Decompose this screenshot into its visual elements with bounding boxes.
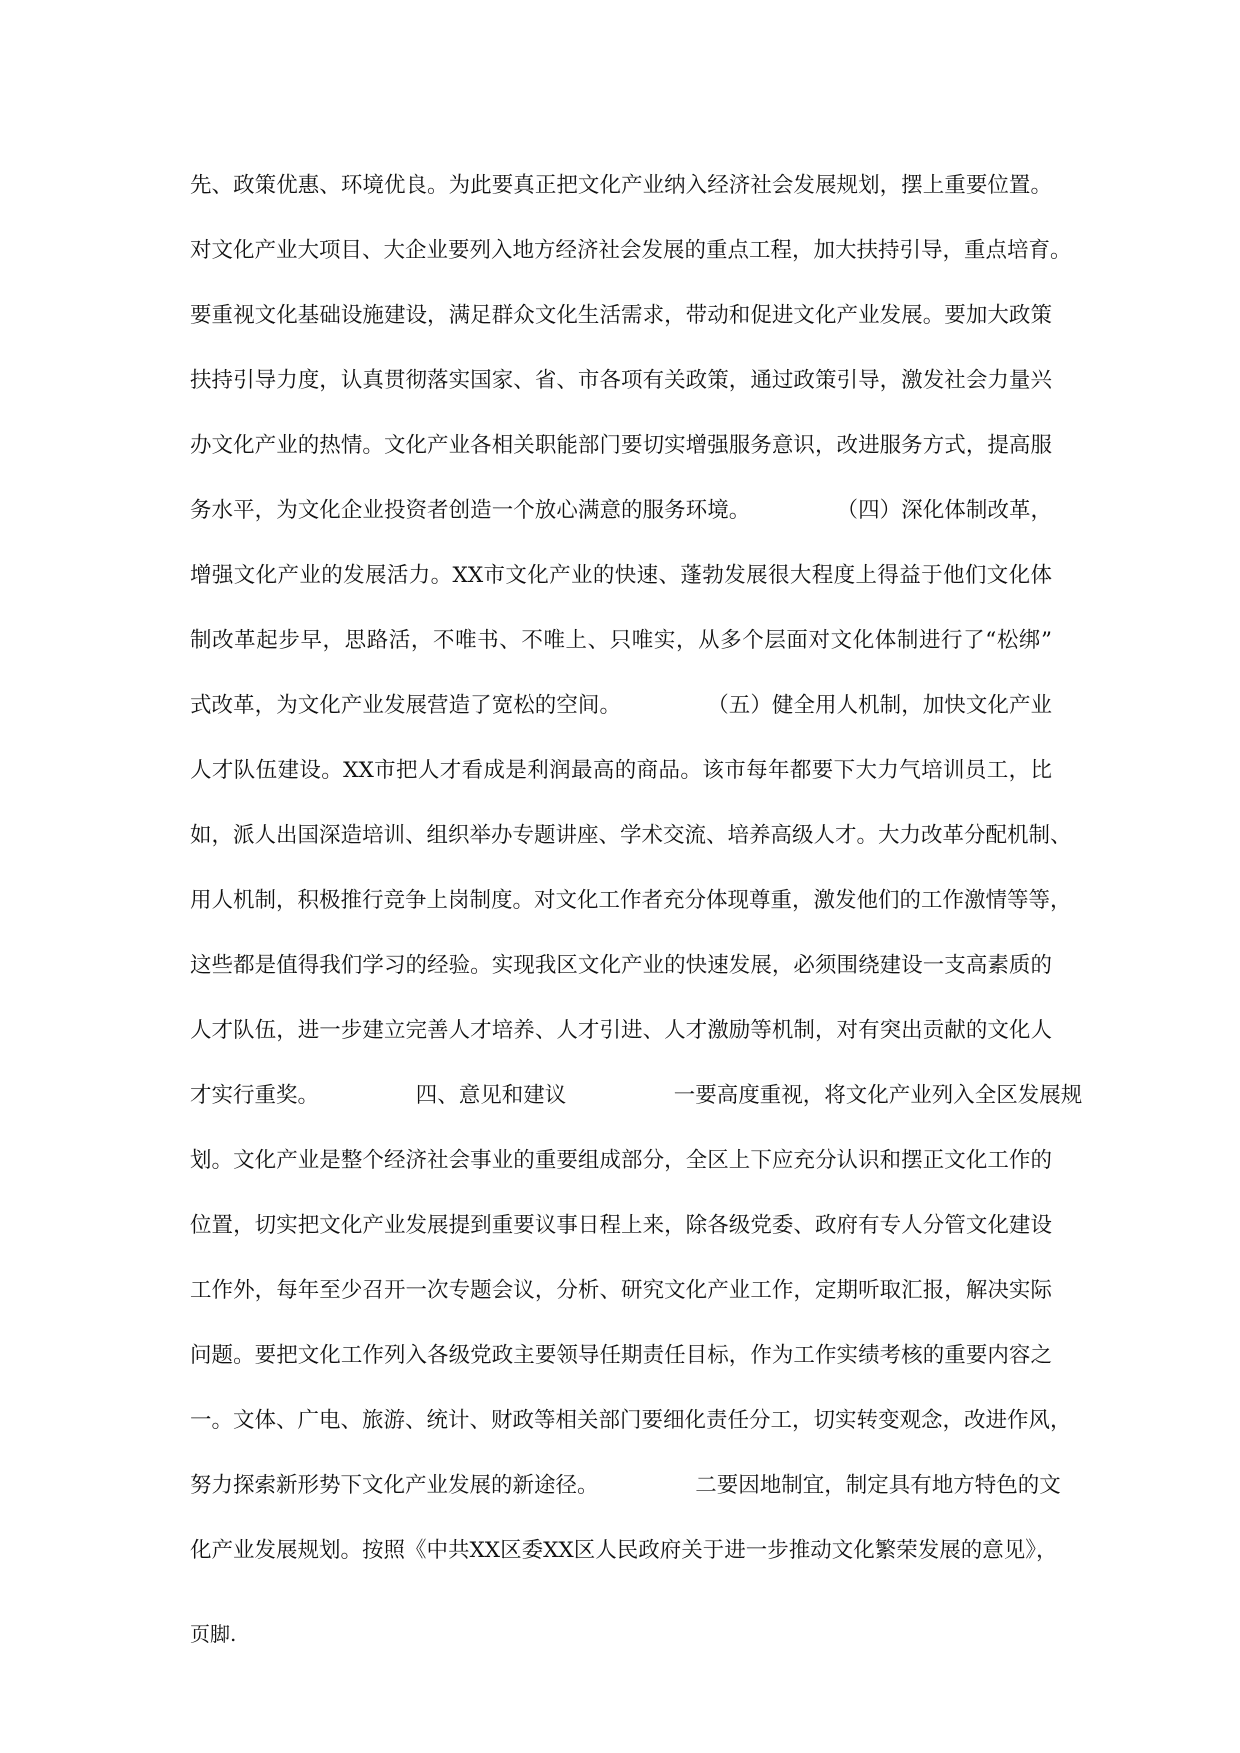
text-line: 一。文体、广电、旅游、统计、财政等相关部门要细化责任分工，切实转变观念，改进作风， — [190, 1408, 1072, 1433]
text-line: 这些都是值得我们学习的经验。实现我区文化产业的快速发展，必须围绕建设一支高素质的 — [190, 953, 1052, 978]
text-line: 才实行重奖。 四、意见和建议 一要高度重视，将文化产业列入全区发展规 — [190, 1083, 1083, 1108]
text-line: 位置，切实把文化产业发展提到重要议事日程上来，除各级党委、政府有专人分管文化建设 — [190, 1213, 1052, 1238]
text-line: 人才队伍，进一步建立完善人才培养、人才引进、人才激励等机制，对有突出贡献的文化人 — [190, 1018, 1052, 1043]
text-line: 办文化产业的热情。文化产业各相关职能部门要切实增强服务意识，改进服务方式，提高服 — [190, 433, 1052, 458]
page-footer: 页脚. — [190, 1622, 237, 1646]
text-line: 式改革，为文化产业发展营造了宽松的空间。 （五）健全用人机制，加快文化产业 — [190, 693, 1052, 718]
text-line: 划。文化产业是整个经济社会事业的重要组成部分，全区上下应充分认识和摆正文化工作的 — [190, 1148, 1052, 1173]
text-line: 人才队伍建设。XX市把人才看成是利润最高的商品。该市每年都要下大力气培训员工，比 — [190, 758, 1052, 783]
text-line: 化产业发展规划。按照《中共XX区委XX区人民政府关于进一步推动文化繁荣发展的意见》， — [190, 1538, 1058, 1563]
text-line: 对文化产业大项目、大企业要列入地方经济社会发展的重点工程，加大扶持引导，重点培育。 — [190, 238, 1072, 263]
text-line: 增强文化产业的发展活力。XX市文化产业的快速、蓬勃发展很大程度上得益于他们文化体 — [190, 563, 1052, 588]
text-line: 如，派人出国深造培训、组织举办专题讲座、学术交流、培养高级人才。大力改革分配机制、 — [190, 823, 1072, 848]
body-text — [190, 165, 1083, 1595]
text-line: 要重视文化基础设施建设，满足群众文化生活需求，带动和促进文化产业发展。要加大政策 — [190, 303, 1052, 328]
text-line: 务水平，为文化企业投资者创造一个放心满意的服务环境。 （四）深化体制改革， — [190, 498, 1052, 523]
text-line: 用人机制，积极推行竞争上岗制度。对文化工作者充分体现尊重，激发他们的工作激情等等， — [190, 888, 1072, 913]
text-line: 努力探索新形势下文化产业发展的新途径。 二要因地制宜，制定具有地方特色的文 — [190, 1473, 1061, 1498]
text-line: 工作外，每年至少召开一次专题会议，分析、研究文化产业工作，定期听取汇报，解决实际 — [190, 1278, 1052, 1303]
text-line: 先、政策优惠、环境优良。为此要真正把文化产业纳入经济社会发展规划，摆上重要位置。 — [190, 173, 1052, 198]
text-line: 问题。要把文化工作列入各级党政主要领导任期责任目标，作为工作实绩考核的重要内容之 — [190, 1343, 1052, 1368]
text-line: 扶持引导力度，认真贯彻落实国家、省、市各项有关政策，通过政策引导，激发社会力量兴 — [190, 368, 1052, 393]
text-line: 制改革起步早，思路活，不唯书、不唯上、只唯实，从多个层面对文化体制进行了“松绑” — [190, 628, 1052, 653]
